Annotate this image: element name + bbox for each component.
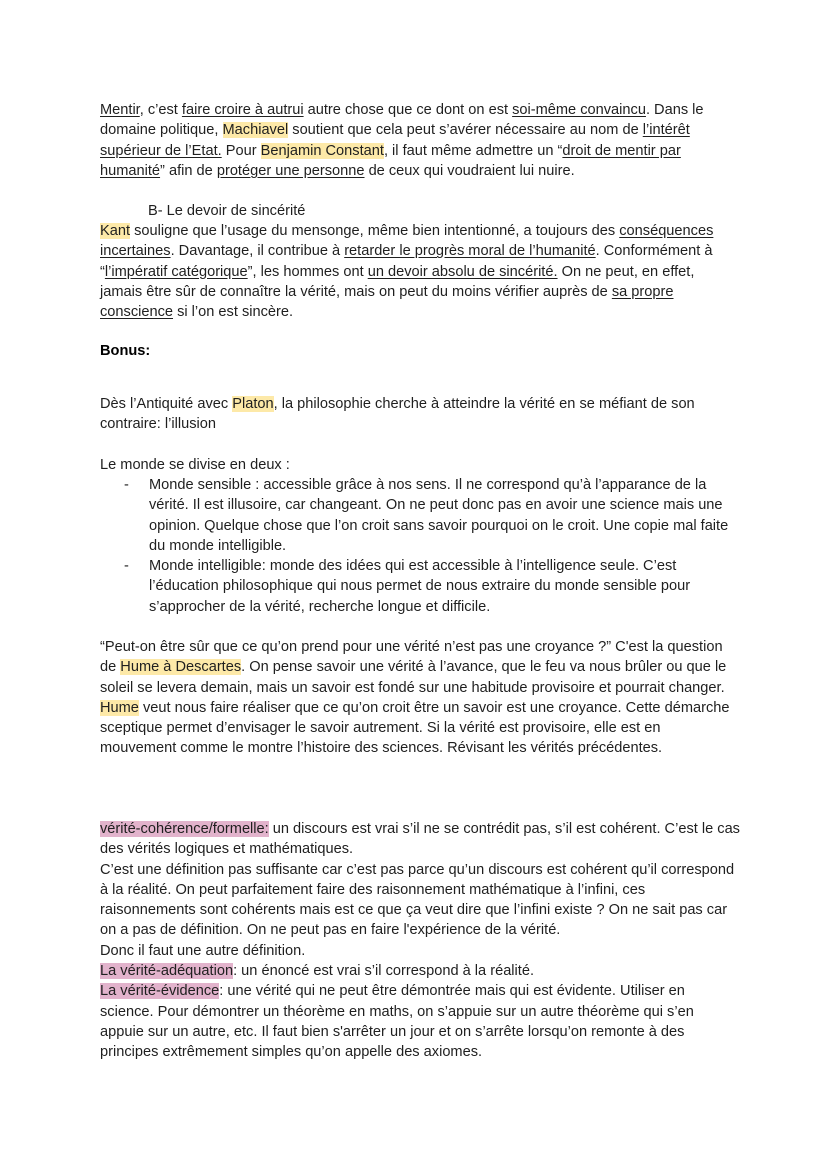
dash-bullet: - [124, 477, 129, 493]
list-item-monde-sensible [100, 475, 740, 556]
highlight-hume-descartes: Hume à Descartes [120, 659, 242, 676]
term-droit-de-mentir: droit de mentir par humanité [100, 142, 681, 179]
autre-definition: Donc il faut une autre définition. [100, 942, 306, 959]
verite-coherence [100, 819, 740, 860]
highlight-hume: Hume [100, 699, 139, 716]
text: , la philosophie cherche à atteindre la vérité en se méfiant de son contraire: l’illusion [100, 396, 695, 433]
highlight-verite-evidence: La vérité-évidence [100, 983, 220, 1000]
text: . Davantage, il contribue à [170, 243, 345, 260]
text: , il faut même admettre un “ [383, 142, 563, 159]
term-soi-meme: soi-même convaincu [512, 102, 646, 118]
highlight-benjamin-constant: Benjamin Constant [260, 142, 384, 159]
hume-question [100, 637, 740, 698]
term-retarder-progres: retarder le progrès moral de l’humanité [344, 243, 596, 260]
paragraph-verite-definitions [100, 819, 740, 1063]
term-interet-etat: l’intérêt supérieur de l’Etat. [100, 122, 690, 159]
text: veut nous faire réaliser que ce qu’on croit être un savoir est une croyance. Cette démarche sceptique permet d’envisager le savoir autrement. Si la vérité est provisoire, elle est en mouvement comme le montre l’histoire des sciences. Révisant les vérités précédentes. [100, 699, 730, 757]
term-faire-croire: faire croire à autrui [181, 102, 304, 118]
coherence-critique: C’est une définition pas suffisante car c’est pas parce qu’un discours est cohérent qu’il correspond à la réalité. On peut parfaitement faire des raisonnement mathématique à l’infini, ces raisonnements sont cohérents mais est ce que ça veut dire que l’infini existe ? On ne sait pas car on a pas de définition. On ne peut pas en faire l'expérience de la vérité. [100, 861, 735, 939]
highlight-platon: Platon [232, 396, 274, 412]
hume-sceptique [100, 698, 740, 759]
text: On ne peut, en effet, jamais être sûr de connaître la vérité, mais on peut du moins vérifier auprès de [100, 263, 695, 300]
text: autre chose que ce dont on est [303, 102, 513, 118]
list-item-text: Monde sensible : accessible grâce à nos sens. Il ne correspond qu’à l’apparance de la vérité. Il est illusoire, car changeant. On ne peut donc pas en avoir une science mais une opinion. Quelque chose que l’on croit sans savoir pourquoi on le croit. Une copie mal faite du monde intelligible. [149, 477, 729, 554]
paragraph-monde-intro: Le monde se divise en deux : [100, 457, 290, 473]
highlight-verite-coherence: vérité-cohérence/formelle: [100, 821, 269, 837]
text: Dès l’Antiquité avec [100, 396, 233, 412]
term-imperatif: l’impératif catégorique [104, 263, 248, 280]
paragraph-kant [100, 221, 740, 322]
text: de ceux qui voudraient lui nuire. [364, 162, 575, 179]
text: “Peut-on être sûr que ce qu’on prend pour une vérité n’est pas une croyance ?” C'est la question de [100, 639, 723, 676]
highlight-verite-adequation: La vérité-adéquation [100, 963, 234, 980]
text: souligne que l’usage du mensonge, même bien intentionné, a toujours des [130, 223, 620, 239]
term-propre-conscience: sa propre conscience [100, 283, 674, 321]
text: . On pense savoir une vérité à l’avance, que le feu va nous brûler ou que le soleil se levera demain, mais un savoir est fondé sur une habitude provisoire et pourrait changer. [100, 659, 727, 696]
list-item-text: Monde intelligible: monde des idées qui est accessible à l’intelligence seule. C’est l’éducation philosophique qui nous permet de nous extraire du monde sensible pour s’approcher de la vérité, recherche longue et difficile. [149, 558, 691, 615]
subheading-devoir-sincerite: B- Le devoir de sincérité [148, 203, 306, 219]
term-devoir-absolu: un devoir absolu de sincérité. [367, 263, 558, 280]
text: un discours est vrai s’il ne se contrédit pas, s’il est cohérent. C’est le cas des vérités logiques et mathématiques. [100, 821, 740, 858]
text: ” afin de [160, 162, 217, 179]
monde-list [100, 475, 740, 617]
paragraph-hume [100, 637, 740, 759]
text: Pour [221, 142, 261, 159]
verite-evidence [100, 981, 740, 1062]
dash-bullet: - [124, 558, 129, 575]
bonus-heading: Bonus: [100, 343, 151, 359]
text: : une vérité qui ne peut être démontrée mais qui est évidente. Utiliser en science. Pour démontrer un théorème en maths, on s’appuie sur un autre théorème qui s’en appuie sur un autre, etc. Il faut bien s'arrêter un jour et on s’arrête lorsqu’on remonte à des principes extrêmement simples qu’on appelle des axiomes. [100, 983, 694, 1061]
text: . Conformément à “ [100, 243, 713, 280]
paragraph-mentir [100, 100, 740, 181]
text: ”, les hommes ont [247, 263, 368, 280]
text: soutient que cela peut s’avérer nécessaire au nom de [288, 122, 643, 139]
paragraph-platon [100, 394, 740, 435]
term-consequences: conséquences incertaines [100, 223, 714, 260]
text: si l’on est sincère. [173, 304, 294, 321]
verite-adequation [100, 961, 740, 981]
text: : un énoncé est vrai s’il correspond à la réalité. [233, 963, 535, 980]
list-item-monde-intelligible [100, 556, 740, 617]
highlight-machiavel: Machiavel [222, 122, 289, 139]
text: , c’est [139, 102, 182, 118]
term-proteger: protéger une personne [216, 162, 365, 179]
term-mentir: Mentir [100, 102, 140, 118]
text: . Dans le domaine politique, [100, 102, 704, 139]
highlight-kant: Kant [100, 223, 131, 239]
